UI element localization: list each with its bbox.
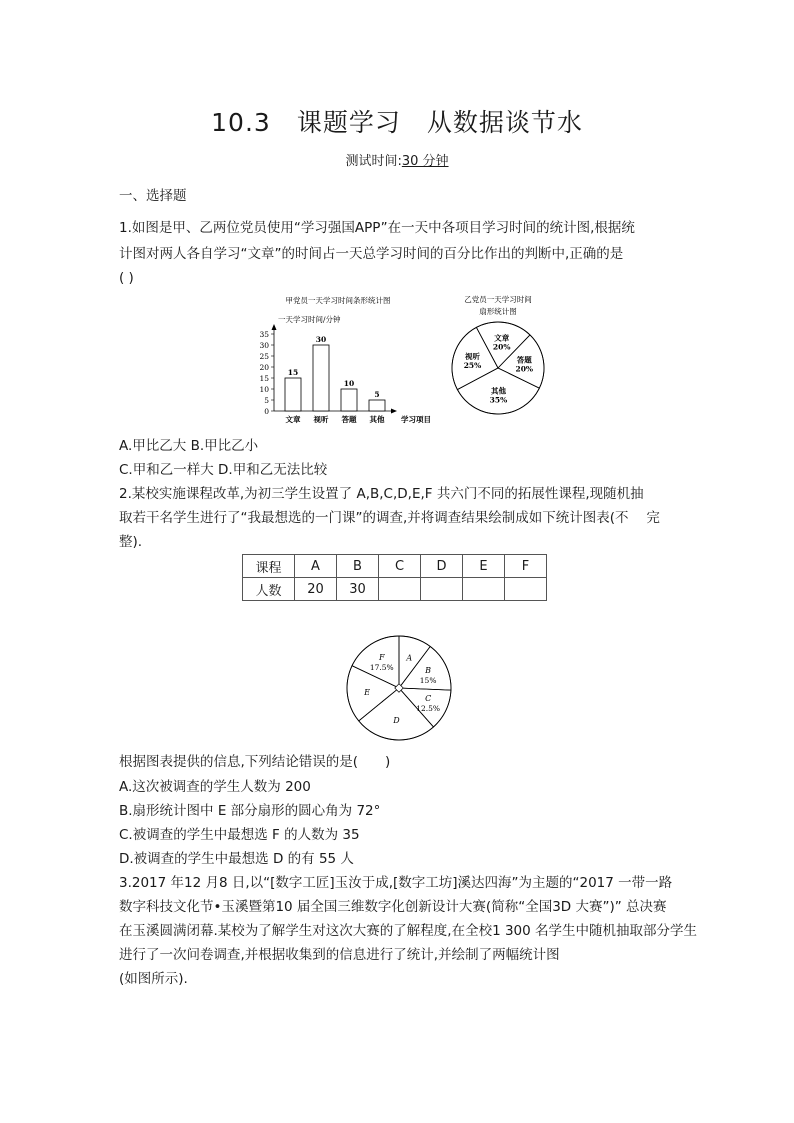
bar-value-label: 5 bbox=[374, 390, 380, 399]
q2-stem-line1: 2.某校实施课程改革,为初三学生设置了 A,B,C,D,E,F 共六门不同的拓展性课程,现随机抽 bbox=[119, 486, 644, 502]
bar bbox=[369, 400, 385, 411]
y-tick-label: 20 bbox=[259, 363, 269, 372]
slice-pct-label: 20% bbox=[515, 364, 534, 374]
y-tick-label: 35 bbox=[259, 330, 269, 339]
slice-name-label: D bbox=[393, 716, 400, 726]
q3-line3: 在玉溪圆满闭幕.某校为了解学生对这次大赛的了解程度,在全校1 300 名学生中随机抽取部分学生 bbox=[119, 923, 698, 939]
x-tick-label: 其他 bbox=[369, 415, 385, 424]
slice-name-label: 答题 bbox=[516, 355, 532, 365]
test-time-value: 30 分钟 bbox=[401, 154, 449, 169]
q2-pie-chart bbox=[337, 632, 461, 744]
slice-name-label: F bbox=[378, 652, 385, 662]
chart-subtitle: 扇形统计图 bbox=[479, 307, 517, 316]
q1-stem-line1: 1.如图是甲、乙两位党员使用“学习强国APP”在一天中各项目学习时间的统计图,根据统 bbox=[119, 220, 635, 236]
y-tick-label: 30 bbox=[259, 341, 269, 350]
slice-name-label: 视听 bbox=[464, 352, 480, 362]
q1-bar-chart bbox=[238, 290, 438, 430]
table-cell bbox=[463, 578, 505, 601]
table-header-row bbox=[243, 555, 547, 578]
bar bbox=[313, 345, 329, 411]
q1-options-ab: A.甲比乙大 B.甲比乙小 bbox=[119, 438, 259, 454]
q3-line4: 进行了一次问卷调查,并根据收集到的信息进行了统计,并绘制了两幅统计图 bbox=[119, 947, 560, 963]
y-tick-label: 10 bbox=[259, 385, 269, 394]
x-tick-label: 视听 bbox=[313, 415, 329, 424]
y-tick-label: 0 bbox=[264, 407, 269, 416]
table-cell: D bbox=[421, 555, 463, 578]
q3-line5: (如图所示). bbox=[119, 971, 188, 987]
slice-pct-label: 35% bbox=[489, 395, 508, 405]
x-axis-arrow bbox=[391, 409, 397, 414]
bar-value-label: 30 bbox=[315, 335, 327, 344]
chart-title: 甲党员一天学习时间条形统计图 bbox=[285, 296, 391, 305]
table-row bbox=[243, 578, 547, 601]
y-axis-label: 一天学习时间/分钟 bbox=[278, 315, 341, 324]
slice-pct-label: 25% bbox=[463, 361, 482, 371]
q1-stem-line3: ( ) bbox=[119, 270, 134, 286]
q2-option-c: C.被调查的学生中最想选 F 的人数为 35 bbox=[119, 827, 360, 843]
q2-question: 根据图表提供的信息,下列结论错误的是( ) bbox=[119, 754, 391, 770]
table-cell: F bbox=[505, 555, 547, 578]
table-cell: B bbox=[337, 555, 379, 578]
slice-name-label: C bbox=[425, 693, 432, 703]
q1-options-cd: C.甲和乙一样大 D.甲和乙无法比较 bbox=[119, 462, 328, 478]
q2-option-d: D.被调查的学生中最想选 D 的有 55 人 bbox=[119, 851, 354, 867]
x-axis-label: 学习项目 bbox=[401, 415, 431, 424]
x-tick-label: 答题 bbox=[341, 415, 357, 424]
q1-pie-chart bbox=[438, 290, 558, 422]
slice-name-label: 其他 bbox=[490, 386, 506, 396]
slice-name-label: 文章 bbox=[494, 333, 510, 343]
bar bbox=[285, 378, 301, 411]
bar bbox=[341, 389, 357, 411]
y-tick-label: 25 bbox=[259, 352, 269, 361]
q2-stem-line2: 取若干名学生进行了“我最想选的一门课”的调查,并将调查结果绘制成如下统计图表(不 完 bbox=[119, 510, 660, 526]
y-tick-label: 5 bbox=[264, 396, 269, 405]
bar-value-label: 10 bbox=[343, 379, 355, 388]
table-cell bbox=[379, 578, 421, 601]
slice-pct-label: 12.5% bbox=[416, 703, 441, 713]
slice-pct-label: 20% bbox=[492, 342, 511, 352]
table-cell: 人数 bbox=[243, 578, 295, 601]
table-cell: E bbox=[463, 555, 505, 578]
q2-option-a: A.这次被调查的学生人数为 200 bbox=[119, 779, 311, 795]
y-tick-label: 15 bbox=[259, 374, 269, 383]
table-cell: A bbox=[295, 555, 337, 578]
slice-name-label: B bbox=[425, 666, 432, 676]
y-axis-arrow bbox=[272, 324, 277, 330]
q3-line1: 3.2017 年12 月8 日,以“[数字工匠]玉汝于成,[数字工坊]溪达四海”为主题的“2017 一带一路 bbox=[119, 875, 673, 891]
table-cell: 20 bbox=[295, 578, 337, 601]
slice-pct-label: 17.5% bbox=[369, 662, 394, 672]
table-cell: C bbox=[379, 555, 421, 578]
slice-name-label: E bbox=[364, 687, 370, 697]
x-tick-label: 文章 bbox=[285, 415, 301, 424]
q1-stem-line2: 计图对两人各自学习“文章”的时间占一天总学习时间的百分比作出的判断中,正确的是 bbox=[119, 246, 624, 262]
slice-name-label: A bbox=[406, 653, 413, 663]
q2-stem-line3: 整). bbox=[119, 534, 143, 550]
chart-title: 乙党员一天学习时间 bbox=[464, 295, 532, 304]
q3-line2: 数字科技文化节•玉溪暨第10 届全国三维数字化创新设计大赛(简称“全国3D 大赛”)” 总决赛 bbox=[119, 899, 667, 915]
q2-course-table bbox=[242, 554, 547, 601]
table-cell: 课程 bbox=[243, 555, 295, 578]
test-time-label: 测试时间: bbox=[345, 154, 402, 169]
test-time bbox=[0, 150, 794, 169]
bar-value-label: 15 bbox=[287, 368, 299, 377]
slice-pct-label: 15% bbox=[419, 676, 437, 686]
page-title: 10.3 课题学习 从数据谈节水 bbox=[211, 108, 583, 137]
table-cell bbox=[421, 578, 463, 601]
table-cell: 30 bbox=[337, 578, 379, 601]
table-cell bbox=[505, 578, 547, 601]
section-heading: 一、选择题 bbox=[119, 188, 187, 204]
q2-option-b: B.扇形统计图中 E 部分扇形的圆心角为 72° bbox=[119, 803, 381, 819]
